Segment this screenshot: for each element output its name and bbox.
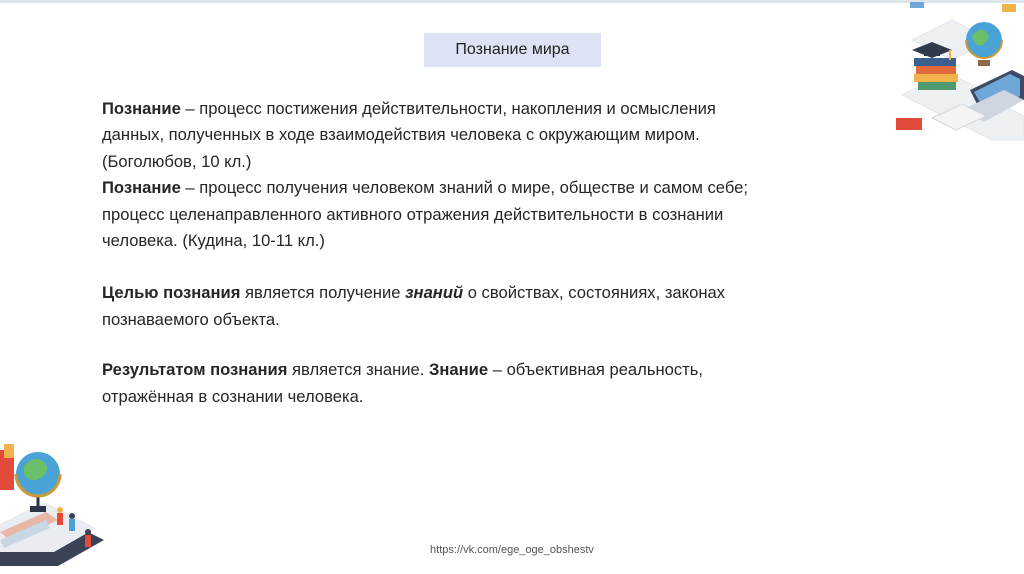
result-term: Результатом познания — [102, 360, 288, 380]
result-paragraph — [102, 357, 862, 410]
definition-2-line1: процесс получения человеком знаний о мире, обществе и самом себе; — [199, 178, 749, 198]
result-text2: – объективная реальность, — [488, 360, 704, 380]
definition-2-line2: процесс целенаправленного активного отражения действительности в сознании — [102, 204, 724, 224]
result-text1: является знание. — [287, 360, 430, 380]
definition-1-dash: – — [180, 99, 200, 118]
stacked-books-icon — [0, 444, 14, 490]
definition-2 — [102, 175, 862, 254]
result-line2: отражённая в сознании человека. — [102, 386, 364, 406]
definition-1 — [102, 96, 862, 175]
globe-icon — [966, 22, 1002, 66]
education-illustration — [892, 0, 1024, 150]
goal-text1: является получение — [240, 283, 406, 303]
goal-line2: познаваемого объекта. — [102, 309, 280, 329]
definition-1-line1: процесс постижения действительности, накопления и осмысления — [199, 99, 716, 118]
main-content — [102, 96, 862, 410]
goal-term: Целью познания — [102, 283, 241, 303]
definition-2-term: Познание — [102, 178, 181, 198]
result-term2: Знание — [429, 360, 489, 380]
footer-url: https://vk.com/ege_oge_obshestv — [430, 544, 594, 556]
definition-1-source: (Боголюбов, 10 кл.) — [102, 151, 252, 171]
decor-icons — [910, 2, 1016, 12]
globe-books-illustration — [0, 440, 104, 574]
definition-1-term: Познание — [102, 99, 181, 118]
definition-2-line3: человека. (Кудина, 10-11 кл.) — [102, 231, 325, 251]
definition-2-dash: – — [180, 178, 200, 198]
goal-emphasis: знаний — [405, 283, 464, 303]
books-icon — [914, 58, 958, 90]
spacer — [102, 333, 862, 357]
definition-1-line2: данных, полученных в ходе взаимодействия человека с окружающим миром. — [102, 125, 700, 145]
globe-icon — [16, 452, 60, 512]
page-title — [424, 33, 601, 67]
page-title-text: Познание мира — [455, 41, 570, 58]
spacer — [102, 254, 862, 280]
goal-text2: о свойствах, состояниях, законах — [463, 283, 726, 303]
top-divider — [0, 0, 1024, 3]
goal-paragraph — [102, 280, 862, 333]
